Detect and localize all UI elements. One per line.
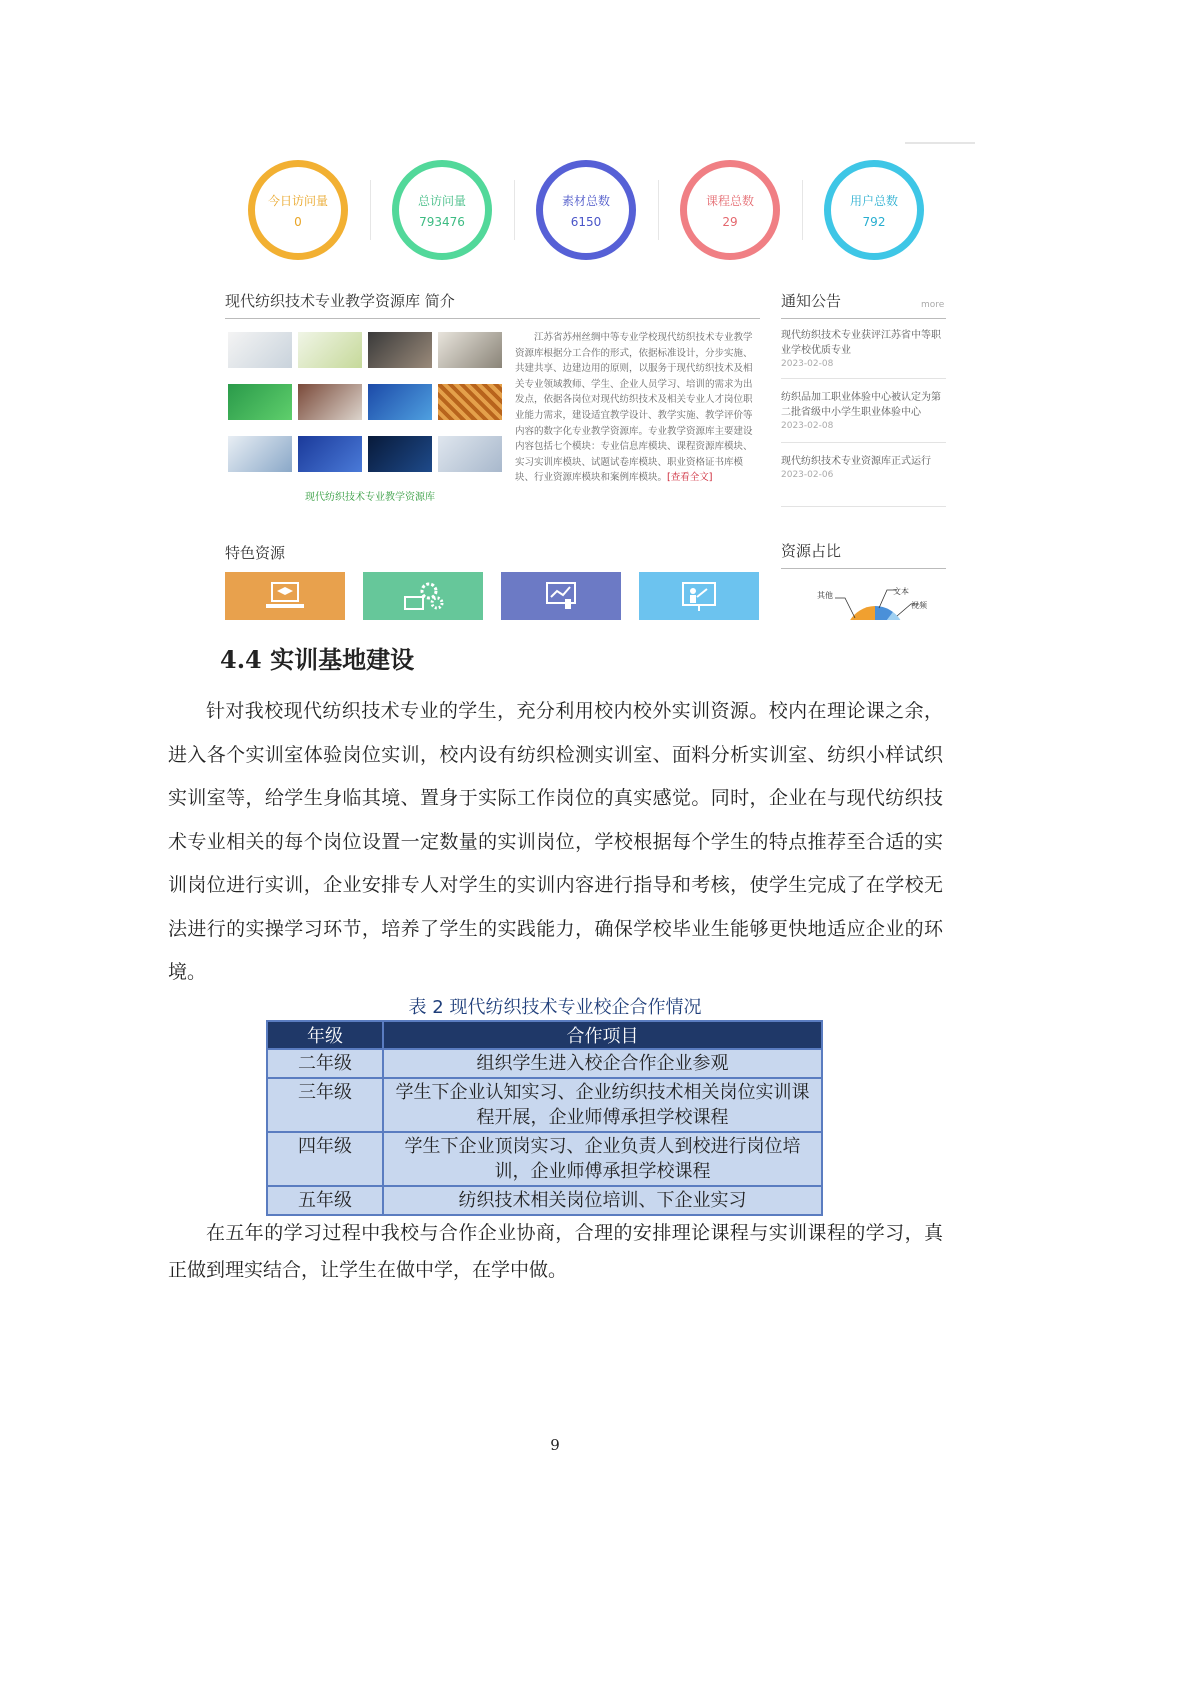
- table-caption: 表 2 现代纺织技术专业校企合作情况: [408, 997, 702, 1018]
- table-row: [267, 1186, 822, 1215]
- table-header-row: [267, 1021, 822, 1049]
- stat-ring: [824, 160, 924, 260]
- notice-text: 纺织品加工职业体验中心被认定为第二批省级中小学生职业体验中心: [781, 392, 941, 418]
- divider: [658, 180, 659, 240]
- resource-thumbnail[interactable]: [228, 332, 292, 368]
- pie-label: 视频: [911, 601, 927, 610]
- paragraph: 针对我校现代纺织技术专业的学生，充分利用校内校外实训资源。校内在理论课之余，进入各个实训室体验岗位实训，校内设有纺织检测实训室、面料分析实训室、纺织小样试织实训室等，给学生身临其境、置身于实际工作岗位的真实感觉。同时，企业在与现代纺织技术专业相关的每个岗位设置一定数量的实训岗位，学校根据每个学生的特点推荐至合适的实训岗位进行实训，企业安排专人对学生的实训内容进行指导和考核，使学生完成了在学校无法进行的实操学习环节，培养了学生的实践能力，确保学校毕业生能够更快地适应企业的环境。: [168, 700, 943, 983]
- stat-label: 今日访问量: [267, 193, 328, 208]
- stats-bar: [225, 140, 975, 290]
- stat-label: 课程总数: [705, 193, 754, 208]
- read-more-link[interactable]: [查看全文]: [667, 472, 713, 484]
- table-row: [267, 1132, 822, 1186]
- stat-label: 总访问量: [417, 193, 466, 208]
- stat-value: 0: [294, 214, 302, 229]
- stat-value: 29: [722, 214, 738, 229]
- thumbnail-caption: 现代纺织技术专业教学资源库: [305, 492, 435, 503]
- resource-thumbnail[interactable]: [438, 436, 502, 472]
- notice-title: 通知公告: [781, 292, 842, 310]
- stat-total-visits: [392, 160, 492, 260]
- notice-item[interactable]: [781, 390, 946, 432]
- notice-text: 现代纺织技术专业获评江苏省中等职业学校优质专业: [781, 330, 941, 356]
- divider: [781, 506, 946, 507]
- features-title: 特色资源: [225, 544, 286, 562]
- stat-ring: [536, 160, 636, 260]
- feature-tile-teacher[interactable]: [639, 572, 759, 620]
- ratio-title: 资源占比: [781, 542, 842, 560]
- resource-thumbnail[interactable]: [228, 436, 292, 472]
- intro-body: 江苏省苏州丝绸中等专业学校现代纺织技术专业教学资源库根据分工合作的形式，依据标准设计，分步实施、共建共享、边建边用的原则，以服务于现代纺织技术及相关专业领域教师、学生、企业人员学习、培训的需求为出发点，依据各岗位对现代纺织技术及相关专业人才岗位职业能力需求，建设适宜教学设计、教学实施、教学评价等内容的数字化专业教学资源库。专业教学资源库主要建设内容包括七个模块：专业信息库模块、课程资源库模块、实习实训库模块、试题试卷库模块、职业资格证书库模块、行业资源库模块和案例库模块。: [515, 332, 753, 484]
- resource-thumbnail[interactable]: [438, 384, 502, 420]
- divider: [781, 442, 946, 443]
- stat-users: [824, 160, 924, 260]
- stat-label: 用户总数: [849, 193, 898, 208]
- stat-value: 793476: [419, 214, 465, 229]
- table-row: [267, 1049, 822, 1078]
- resource-thumbnail[interactable]: [298, 332, 362, 368]
- website-screenshot: [225, 140, 975, 680]
- project-cell: 学生下企业顶岗实习、企业负责人到校进行岗位培训，企业师傅承担学校课程: [383, 1132, 822, 1186]
- section-heading: 4.4 实训基地建设: [220, 645, 415, 674]
- cooperation-table: [266, 1020, 823, 1216]
- notice-date: 2023-02-06: [781, 470, 834, 480]
- stat-today-visits: [248, 160, 348, 260]
- notice-item[interactable]: [781, 328, 946, 370]
- stat-ring: [248, 160, 348, 260]
- stat-value: 792: [862, 214, 886, 229]
- resource-thumbnail[interactable]: [368, 332, 432, 368]
- notice-date: 2023-02-08: [781, 421, 834, 431]
- notice-item[interactable]: [781, 454, 946, 481]
- page-number: 9: [550, 1436, 560, 1454]
- feature-tile-presentation[interactable]: [501, 572, 621, 620]
- pie-label: 文本: [893, 587, 909, 596]
- resource-thumbnail[interactable]: [298, 436, 362, 472]
- stat-label: 素材总数: [561, 193, 610, 208]
- resource-thumbnail[interactable]: [228, 384, 292, 420]
- gears-icon: [401, 579, 445, 613]
- divider: [370, 180, 371, 240]
- laptop-graduation-icon: [263, 579, 307, 613]
- presentation-board-icon: [539, 579, 583, 613]
- notice-date: 2023-02-08: [781, 359, 834, 369]
- stat-ring: [392, 160, 492, 260]
- divider: [781, 378, 946, 379]
- notice-text: 现代纺织技术专业资源库正式运行: [781, 456, 931, 467]
- intro-title: 现代纺织技术专业教学资源库 简介: [225, 292, 455, 310]
- divider: [781, 568, 946, 569]
- stat-courses: [680, 160, 780, 260]
- resource-thumbnail[interactable]: [368, 436, 432, 472]
- resource-thumbnail[interactable]: [298, 384, 362, 420]
- column-header: 合作项目: [383, 1021, 822, 1049]
- divider: [802, 180, 803, 240]
- teacher-screen-icon: [677, 579, 721, 613]
- resource-thumbnail[interactable]: [438, 332, 502, 368]
- stat-materials: [536, 160, 636, 260]
- ratio-pie-chart: [815, 576, 945, 620]
- pie-label: 其他: [817, 591, 833, 600]
- divider: [781, 318, 946, 319]
- grade-cell: 五年级: [267, 1186, 383, 1215]
- project-cell: 学生下企业认知实习、企业纺织技术相关岗位实训课程开展，企业师傅承担学校课程: [383, 1078, 822, 1132]
- grade-cell: 三年级: [267, 1078, 383, 1132]
- intro-text: [515, 330, 760, 486]
- stat-value: 6150: [570, 214, 602, 229]
- divider: [514, 180, 515, 240]
- feature-tile-laptop[interactable]: [225, 572, 345, 620]
- grade-cell: 二年级: [267, 1049, 383, 1078]
- project-cell: 组织学生进入校企合作企业参观: [383, 1049, 822, 1078]
- divider: [225, 318, 760, 319]
- paragraph: 在五年的学习过程中我校与合作企业协商，合理的安排理论课程与实训课程的学习，真正做到理实结合，让学生在做中学，在学中做。: [168, 1222, 943, 1281]
- thumbnail-grid: [228, 332, 503, 482]
- table-row: [267, 1078, 822, 1132]
- project-cell: 纺织技术相关岗位培训、下企业实习: [383, 1186, 822, 1215]
- column-header: 年级: [267, 1021, 383, 1049]
- resource-thumbnail[interactable]: [368, 384, 432, 420]
- notice-more-link[interactable]: more: [921, 300, 945, 310]
- leader-line: [835, 598, 855, 618]
- stat-ring: [680, 160, 780, 260]
- grade-cell: 四年级: [267, 1132, 383, 1186]
- feature-tile-gears[interactable]: [363, 572, 483, 620]
